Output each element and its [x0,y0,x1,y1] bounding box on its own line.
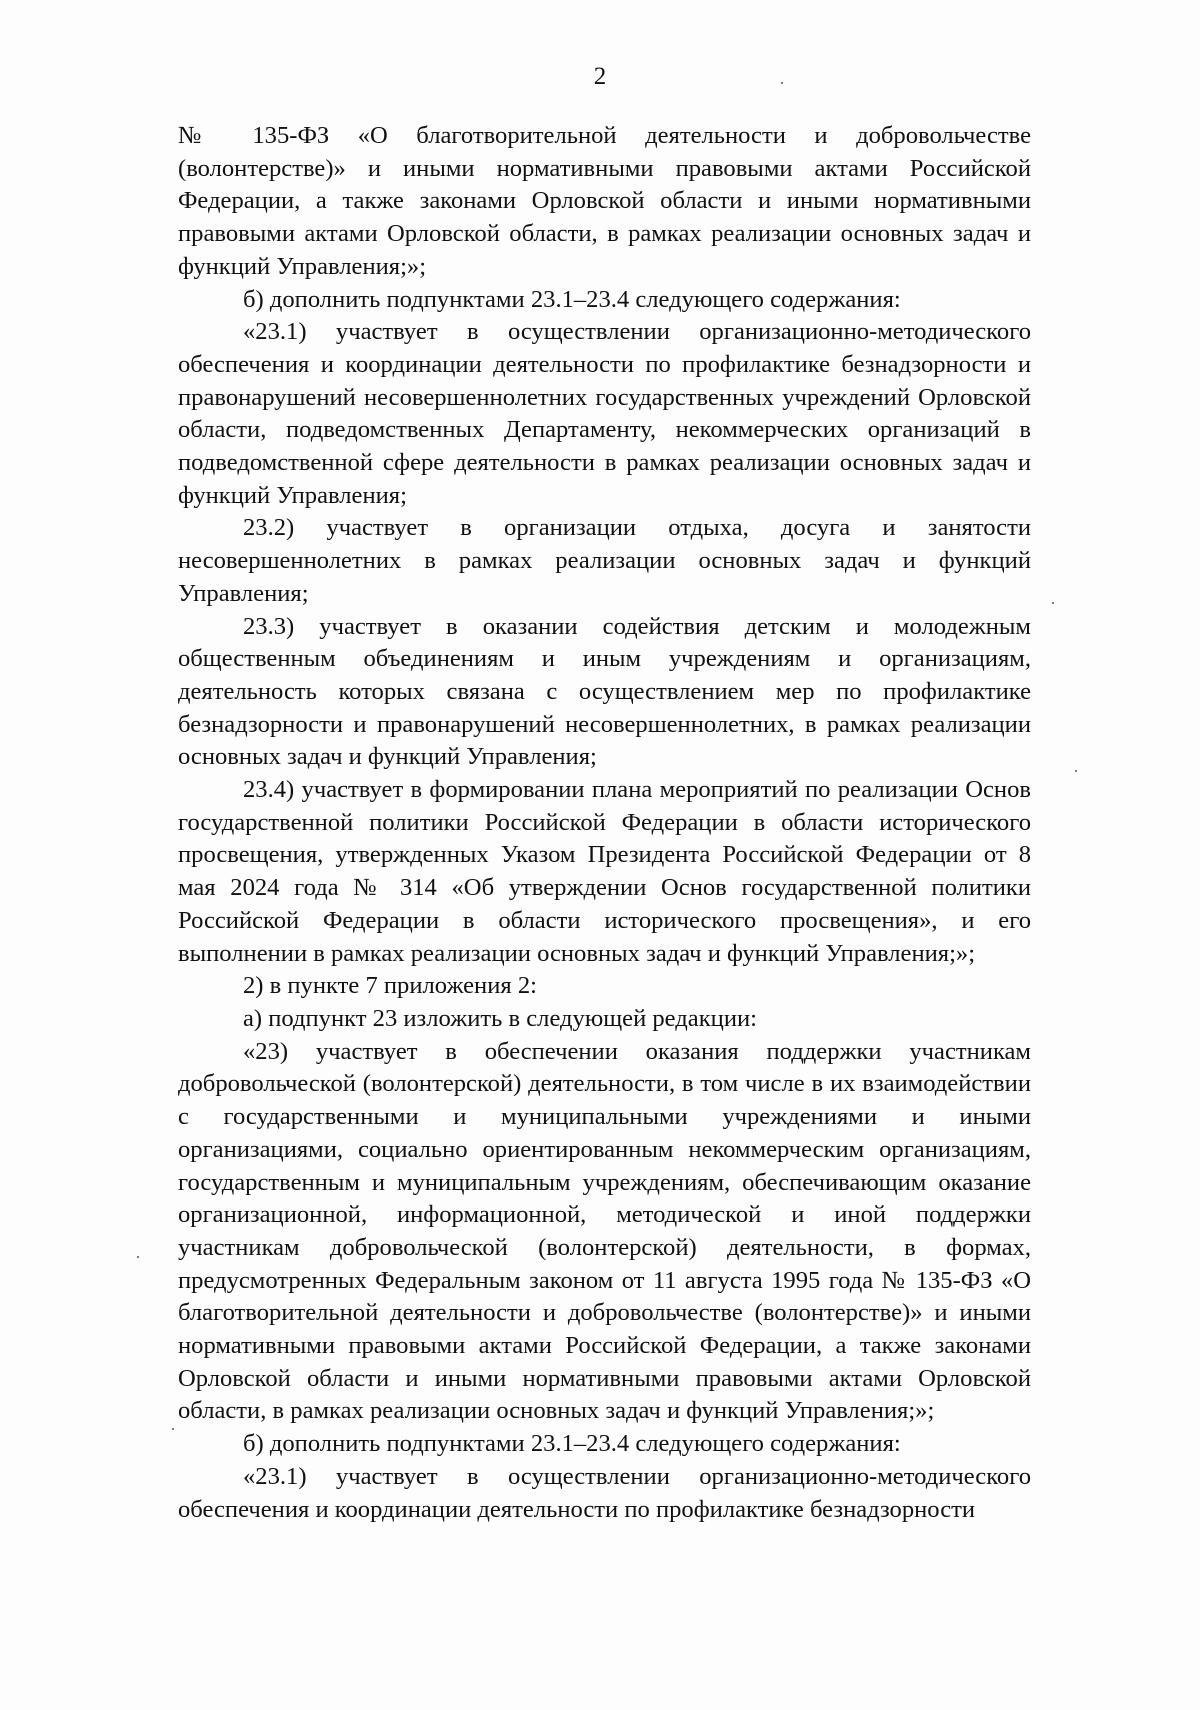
paragraph-item-b: б) дополнить подпунктами 23.1–23.4 следующего содержания: [243,285,901,313]
scan-speck [172,1428,174,1430]
paragraph-continuation: № 135-ФЗ «О благотворительной деятельности и добровольчестве (волонтерстве)» и иными нормативными правовыми актами Российской Федерации, а также законами Орловской области и иными нормативными правовыми актами Орловской области, в рамках реализации основных задач и функций Управления;»; [178,122,1031,280]
paragraph-item-a: а) подпункт 23 изложить в следующей редакции: [243,1004,757,1032]
scan-speck [1052,602,1054,604]
paragraph-23-1-second: «23.1) участвует в осуществлении организационно-методического обеспечения и координации деятельности по профилактике безнадзорности [178,1462,1031,1523]
paragraph-item-b-second: б) дополнить подпунктами 23.1–23.4 следующего содержания: [243,1430,901,1458]
paragraph-item-2: 2) в пункте 7 приложения 2: [243,972,537,1000]
page-number: 2 [593,63,607,90]
paragraph-23-1: «23.1) участвует в осуществлении организационно-методического обеспечения и координации деятельности по профилактике безнадзорности и правонарушений несовершеннолетних государственных учреждений Орловской области, подведомственных Департаменту, некоммерческих организаций в подведомственной сфере деятельности в рамках реализации основных задач и функций Управления; [178,318,1031,509]
scan-speck [137,1256,139,1258]
scan-speck [1075,770,1077,772]
paragraph-23-2: 23.2) участвует в организации отдыха, досуга и занятости несовершеннолетних в рамках реализации основных задач и функций Управления; [178,514,1031,607]
paragraph-23-4: 23.4) участвует в формировании плана мероприятий по реализации Основ государственной политики Российской Федерации в области исторического просвещения, утвержденных Указом Президента Российской Федерации от 8 мая 2024 года № 314 «Об утверждении Основ государственной политики Российской Федерации в области исторического просвещения», и его выполнении в рамках реализации основных задач и функций Управления;»; [178,776,1031,967]
paragraph-23-3: 23.3) участвует в оказании содействия детским и молодежным общественным объединениям и иным учреждениям и организациям, деятельность которых связана с осуществлением мер по профилактике безнадзорности и правонарушений несовершеннолетних, в рамках реализации основных задач и функций Управления; [178,612,1031,771]
paragraph-23: «23) участвует в обеспечении оказания поддержки участникам добровольческой (волонтерской) деятельности, в том числе в их взаимодействии с государственными и муниципальными учреждениями и иными организациями, социально ориентированным некоммерческим организациям, государственным и муниципальным учреждениям, обеспечивающим оказание организационной, информационной, методической и иной поддержки участникам добровольческой (волонтерской) деятельности, в формах, предусмотренных Федеральным законом от 11 августа 1995 года № 135-ФЗ «О благотворительной деятельности и добровольчестве (волонтерстве)» и иными нормативными правовыми актами Российской Федерации, а также законами Орловской области и иными нормативными правовыми актами Орловской области, в рамках реализации основных задач и функций Управления;»; [178,1037,1031,1425]
scan-speck [781,82,783,84]
document-body [178,120,1031,1526]
